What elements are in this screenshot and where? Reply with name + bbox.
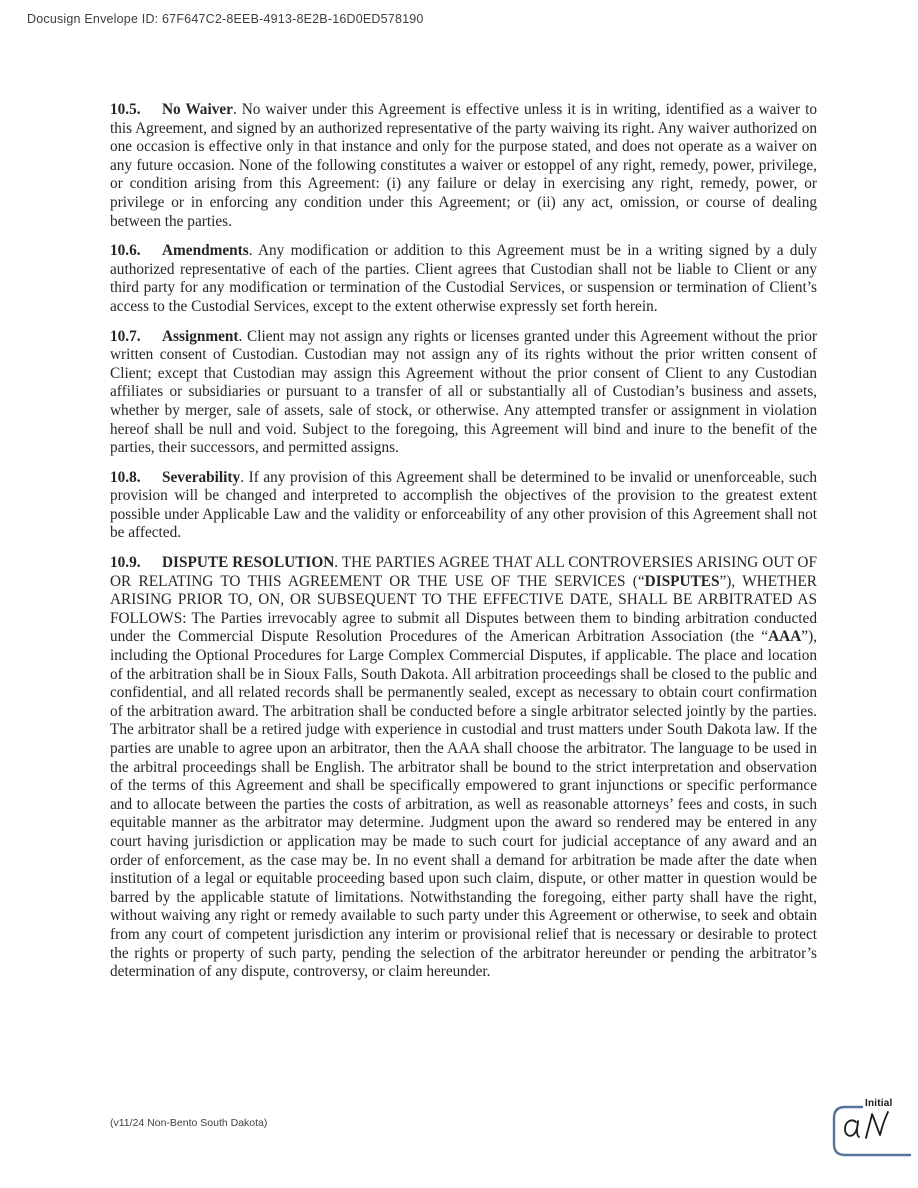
- section-text: ”), including the Optional Procedures for Large Complex Commercial Disputes, if applicable. The place and location of the arbitration shall be in Sioux Falls, South Dakota. All arbitration proceedings shall be closed to the public and confidential, and all related records shall be permanently sealed, except as necessary to obtain court confirmation of the arbitration award. The arbitration shall be conducted before a single arbitrator selected jointly by the parties. The arbitrator shall be a retired judge with experience in custodial and trust matters under South Dakota law. If the parties are unable to agree upon an arbitrator, then the AAA shall choose the arbitrator. The language to be used in the arbitral proceedings shall be English. The arbitrator shall be bound to the strict interpretation and observation of the terms of this Agreement and shall be specifically empowered to grant injunctions or specific performance and to allocate between the parties the costs of arbitration, as well as reasonable attorneys’ fees and costs, in such equitable manner as the arbitrator may determine. Judgment upon the award so rendered may be entered in any court having jurisdiction or application may be made to such court for judicial acceptance of any award and an order of enforcement, as the case may be. In no event shall a demand for arbitration be made after the date when institution of a legal or equitable proceeding based upon such claim, dispute, or other matter in question would be barred by the applicable statute of limitations. Notwithstanding the foregoing, either party shall have the right, without waiving any right or remedy available to such party under this Agreement or otherwise, to seek and obtain from any court of competent jurisdiction any interim or provisional relief that is necessary or desirable to protect the rights or property of such party, pending the selection of the arbitrator hereunder or pending the arbitrator’s determination of any dispute, controversy, or claim hereunder.: [110, 628, 817, 981]
- section-10.9: [110, 554, 817, 982]
- section-number: 10.8.: [110, 468, 141, 486]
- initial-tab[interactable]: [829, 1098, 915, 1160]
- docusign-envelope-id: Docusign Envelope ID: 67F647C2-8EEB-4913-8E2B-16D0ED578190: [27, 12, 424, 26]
- document-body: [110, 101, 817, 993]
- section-text: . THE PARTIES AGREE THAT ALL CONTROVERSIES ARISING OUT OF OR RELATING TO THIS AGREEMENT OR THE USE OF THE SERVICES (“: [110, 554, 817, 590]
- section-10.7: [110, 328, 817, 458]
- section-text: . No waiver under this Agreement is effective unless it is in writing, identified as a waiver to this Agreement, and signed by an authorized representative of the party waiving its right. Any waiver authorized on one occasion is effective only in that instance and only for the purpose stated, and does not operate as a waiver on any future occasion. None of the following constitutes a waiver or estoppel of any right, remedy, power, privilege, or condition arising from this Agreement: (i) any failure or delay in exercising any right, remedy, power, or privilege or in enforcing any condition under this Agreement; or (ii) any act, omission, or course of dealing between the parties.: [110, 101, 817, 230]
- section-number: 10.7.: [110, 327, 141, 345]
- section-heading: Amendments: [162, 242, 249, 260]
- section-10.6: [110, 242, 817, 316]
- section-text: . If any provision of this Agreement shall be determined to be invalid or unenforceable, such provision will be changed and interpreted to accomplish the objectives of the provision to the greatest extent possible under Applicable Law and the validity or enforceability of any other provision of this Agreement shall not be affected.: [110, 468, 817, 542]
- handwritten-initials-icon: [842, 1109, 890, 1147]
- section-heading: DISPUTE RESOLUTION: [162, 554, 335, 572]
- section-number: 10.6.: [110, 242, 141, 260]
- section-heading: No Waiver: [162, 101, 233, 118]
- defined-term: DISPUTES: [644, 572, 720, 590]
- defined-term: AAA: [768, 628, 802, 646]
- section-text: ”), WHETHER ARISING PRIOR TO, ON, OR SUBSEQUENT TO THE EFFECTIVE DATE, SHALL BE ARBITRATED AS FOLLOWS: The Parties irrevocably agree to submit all Disputes between them to binding arbitration conducted under the Commercial Dispute Resolution Procedures of the American Arbitration Association (the “: [110, 572, 817, 646]
- section-text: . Client may not assign any rights or licenses granted under this Agreement without the prior written consent of Custodian. Custodian may not assign any of its rights without the prior written consent of Client; except that Custodian may assign this Agreement without the prior consent of Client to any Custodian affiliates or subsidiaries or pursuant to a transfer of all or substantially all of Custodian’s business and assets, whether by merger, sale of assets, sale of stock, or otherwise. Any attempted transfer or assignment in violation hereof shall be null and void. Subject to the foregoing, this Agreement will bind and inure to the benefit of the parties, their successors, and permitted assigns.: [110, 327, 817, 457]
- section-number: 10.9.: [110, 554, 141, 572]
- section-number: 10.5.: [110, 101, 141, 118]
- section-text: . Any modification or addition to this Agreement must be in a writing signed by a duly authorized representative of each of the parties. Client agrees that Custodian shall not be liable to Client or any third party for any modification or termination of the Custodial Services, or suspension or termination of Client’s access to the Custodial Services, except to the extent otherwise expressly set forth herein.: [110, 242, 817, 315]
- section-heading: Severability: [162, 468, 241, 486]
- initial-label: Initial: [865, 1098, 893, 1109]
- footer-version-label: (v11/24 Non-Bento South Dakota): [110, 1117, 268, 1129]
- section-10.5: [110, 101, 817, 231]
- section-10.8: [110, 469, 817, 543]
- section-heading: Assignment: [162, 327, 239, 345]
